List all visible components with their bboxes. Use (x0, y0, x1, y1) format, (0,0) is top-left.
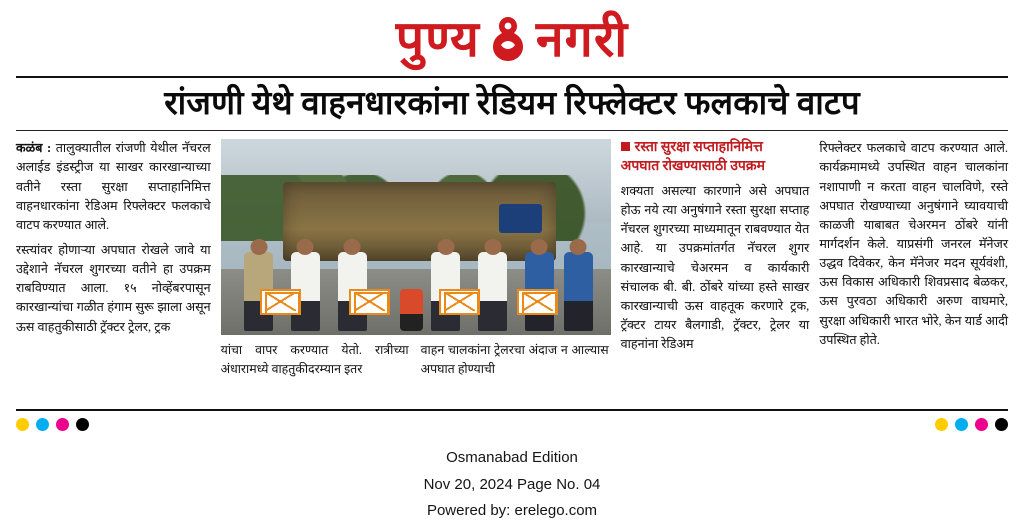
registration-marks-right (935, 418, 1008, 431)
article-paragraph-2: रस्त्यांवर होणाऱ्या अपघात रोखले जावे या उद्देशाने नॅचरल शुगरच्या वतीने हा उपक्रम राबविण्यात आला. १५ नोव्हेंबरपासून कारखान्यांचा गळीत हंगाम सुरू झाला असून ऊस वाहतुकीसाठी ट्रॅक्टर ट्रेलर, ट्रक (16, 242, 211, 334)
masthead-title-left: पुण्य (395, 11, 480, 67)
body-bottom-divider (16, 409, 1008, 411)
article-paragraph-1: तालुक्यातील रांजणी येथील नॅचरल अलाईड इंडस्ट्रीज या साखर कारखान्याच्या वतीने रस्ता सुरक्षा सप्ताहानिमित्त वाहनधारकांना रेडिअम रिफ्लेक्टर फलकाचे वाटप करण्यात आले. (16, 141, 211, 232)
article-paragraph-3: शक्यता असल्या कारणाने असे अपघात होऊ नये त्या अनुषंगाने रस्ता सुरक्षा सप्ताह नॅचरल शुगरच्या माध्यमातून राबवण्यात येत आहे. या उपक्रमांतर्गत नॅचरल शुगर कारखान्याचे चेअरमन व कार्यकारी संचालक बी. बी. ठोंबरे यांच्या हस्ते साखर कारखान्याची ऊस वाहतूक करणारे ट्रक, ट्रॅक्टर टायर बैलगाडी, ट्रॅक्टर, ट्रेलर या वाहनांना रेडिअम (620, 184, 810, 352)
photo-person-head (250, 239, 267, 255)
photo-person-head (437, 239, 454, 255)
registration-dot-cyan (36, 418, 49, 431)
footer-powered-by: Powered by: erelego.com (426, 501, 598, 519)
footer-edition: Osmanabad Edition (446, 449, 578, 467)
registration-dot-black (995, 418, 1008, 431)
article-photo-column (221, 139, 611, 404)
photo-person-head (570, 239, 587, 255)
article-subhead (621, 139, 810, 177)
photo-people-group (221, 229, 611, 331)
article-subhead-line2: अपघात रोखण्यासाठी उपक्रम (620, 159, 765, 175)
photo-caption-row (221, 341, 611, 378)
photo-person-head (344, 239, 361, 255)
reflector-board (517, 289, 558, 315)
masthead-divider (16, 76, 1008, 78)
page-footer (0, 445, 1024, 522)
article-photo (221, 139, 611, 335)
photo-child (400, 289, 423, 332)
article-body (16, 139, 1008, 404)
masthead-title-right: नगरी (535, 11, 629, 67)
reflector-board (260, 289, 301, 315)
photo-person-head (531, 239, 548, 255)
reflector-board (349, 289, 390, 315)
registration-marks-left (16, 418, 89, 431)
headline-divider (16, 130, 1008, 131)
article-column-1 (16, 139, 211, 404)
footer-date-page: Nov 20, 2024 Page No. 04 (423, 475, 601, 493)
photo-person (564, 252, 593, 331)
photo-truck-cab (499, 204, 543, 232)
reflector-board (439, 289, 480, 315)
dateline: कळंब : (16, 141, 52, 156)
article-column-4 (819, 139, 1008, 404)
photo-person (478, 252, 507, 331)
registration-dot-yellow (16, 418, 29, 431)
photo-person-head (297, 239, 314, 255)
registration-dot-magenta (975, 418, 988, 431)
registration-dot-magenta (56, 418, 69, 431)
photo-caption-right: वाहन चालकांना ट्रेलरचा अंदाज न आल्यास अपघात होण्याची (420, 343, 609, 376)
registration-dot-cyan (955, 418, 968, 431)
ganesha-logo-icon (486, 13, 530, 65)
masthead (0, 0, 1024, 72)
registration-dot-black (76, 418, 89, 431)
article-paragraph-4: रिफ्लेक्टर फलकाचे वाटप करण्यात आले. कार्यक्रमामध्ये उपस्थित वाहन चालकांना नशापाणी न करता वाहन चालविणे, रस्ते अपघात रोखण्याच्या अनुषंगाने घ्यावयाची काळजी याबाबत चेअरमन ठोंबरे यांनी मार्गदर्शन केले. याप्रसंगी जनरल मॅनेजर उद्धव दिवेकर, केन मॅनेजर मदन सूर्यवंशी, ऊस विकास अधिकारी शिवप्रसाद बेळकर, ऊस पुरवठा अधिकारी अरुण वाघमारे, सुरक्षा अधिकारी भारत भोरे, केन यार्ड आदी उपस्थित होते. (819, 141, 1009, 347)
masthead-title (396, 13, 628, 65)
registration-marks (16, 417, 1008, 431)
registration-dot-yellow (935, 418, 948, 431)
page-headline: रांजणी येथे वाहनधारकांना रेडियम रिफ्लेक्टर फलकाचे वाटप (164, 86, 860, 122)
square-bullet-icon (621, 142, 630, 151)
article-subhead-line1: रस्ता सुरक्षा सप्ताहानिमित्त (634, 140, 763, 156)
article-column-3 (621, 139, 810, 404)
photo-person-head (484, 239, 501, 255)
photo-caption-left: यांचा वापर करण्यात येतो. रात्रीच्या अंधारामध्ये वाहतुकीदरम्यान इतर (220, 343, 409, 376)
